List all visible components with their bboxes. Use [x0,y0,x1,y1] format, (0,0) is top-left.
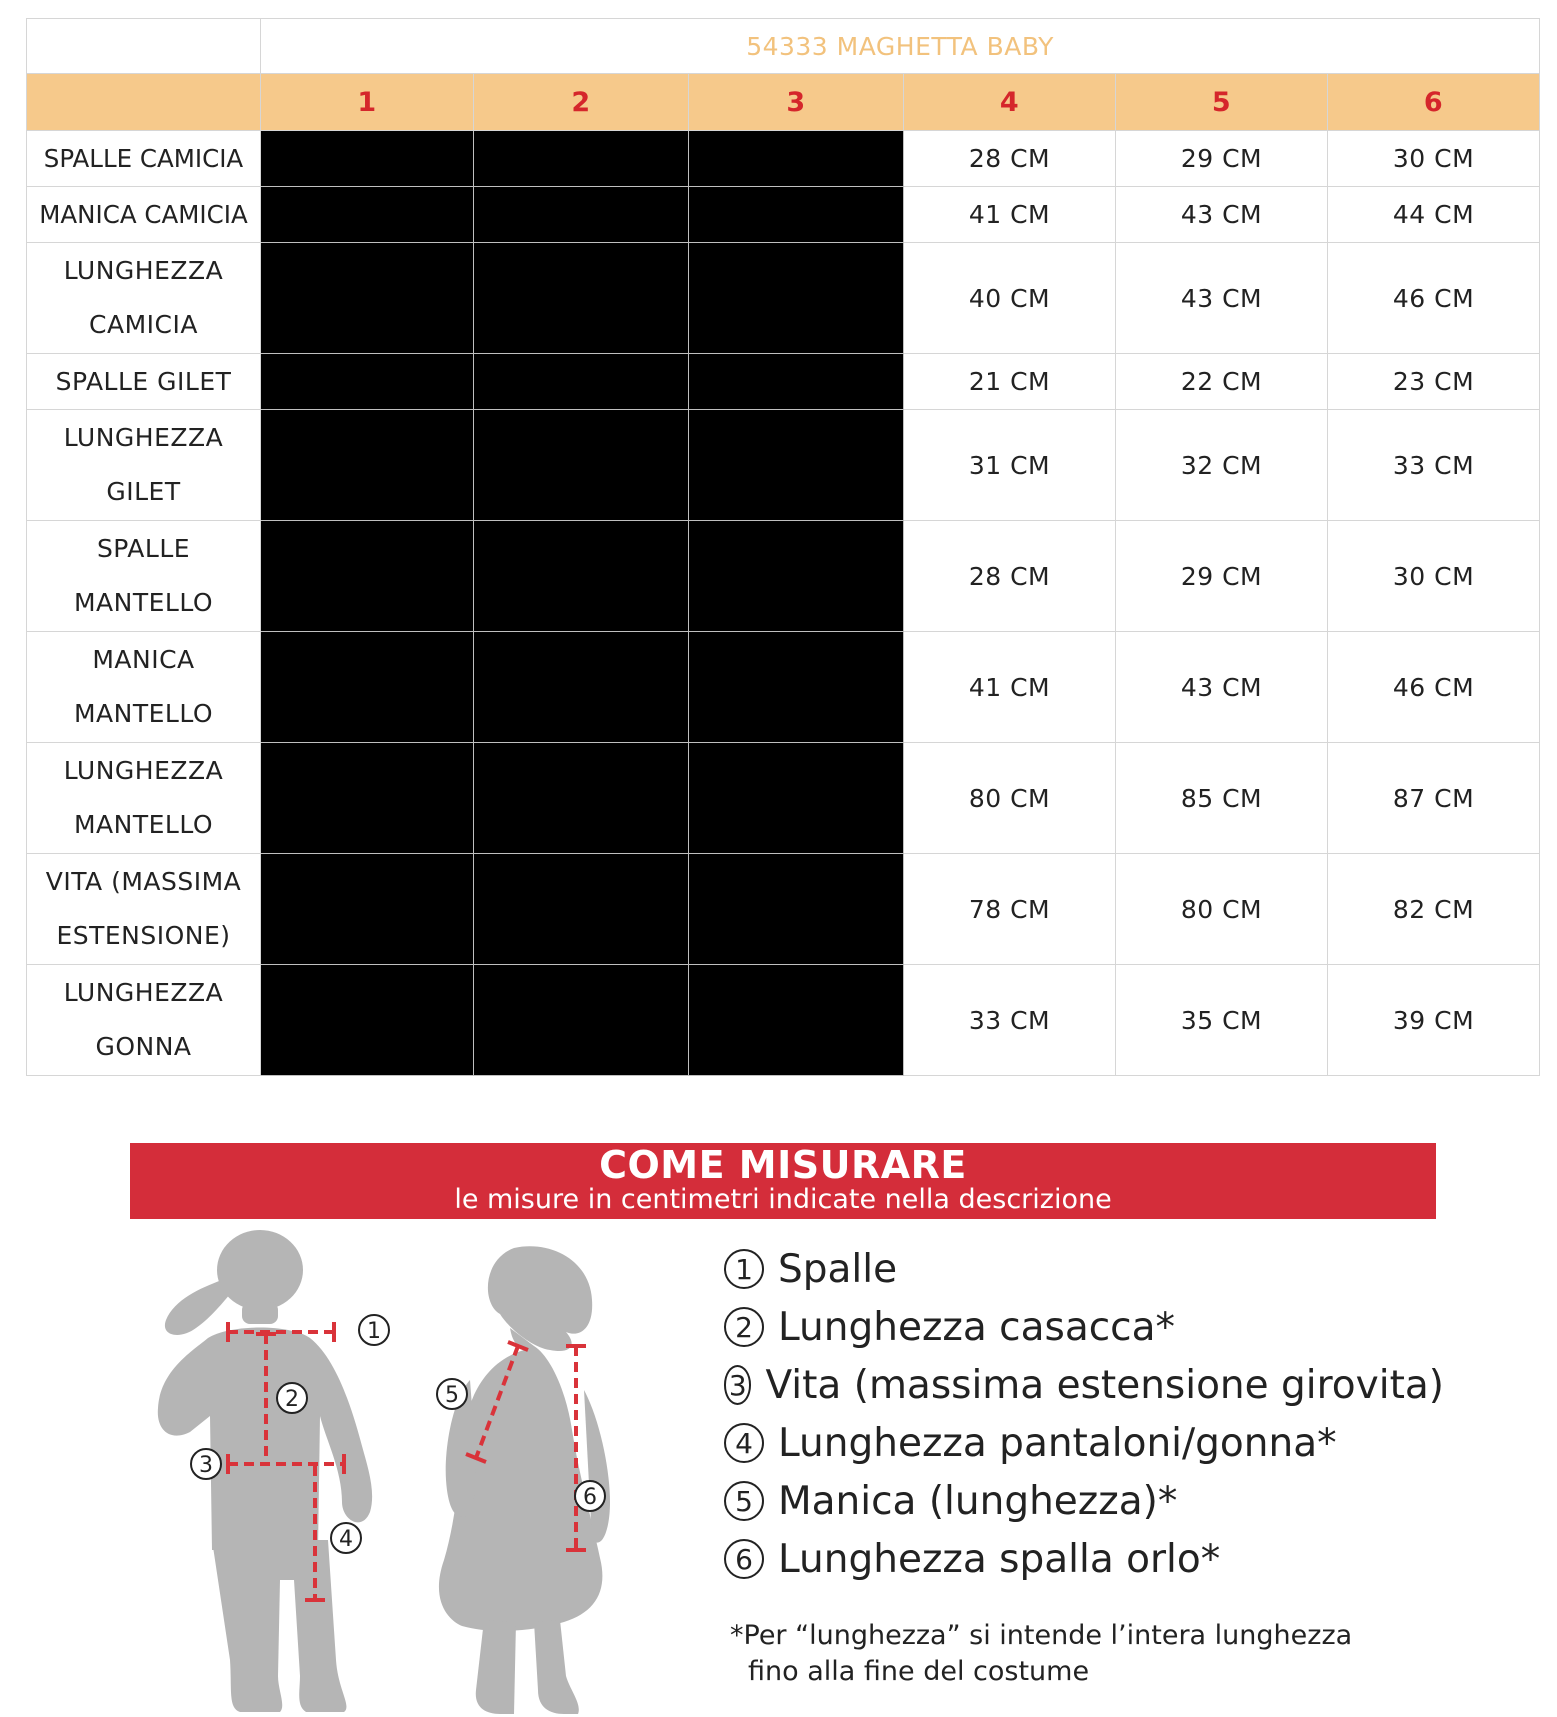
marker-label: 6 [583,1485,597,1510]
unavailable-size-cell [689,354,904,410]
unavailable-size-cell [474,187,689,243]
legend-text: Lunghezza spalla orlo* [778,1536,1221,1582]
measure-value: 43 CM [1116,632,1328,743]
measure-banner [130,1143,1436,1219]
legend-text: Lunghezza casacca* [778,1304,1176,1350]
unavailable-size-cell [689,743,904,854]
unavailable-size-cell [261,243,474,354]
unavailable-size-cell [689,854,904,965]
boy-figure [158,1230,372,1712]
row-label [27,243,261,354]
legend-number: 6 [724,1539,764,1579]
marker-1-icon [359,1315,389,1345]
table-row [27,743,1540,854]
row-label [27,854,261,965]
table-row [27,410,1540,521]
row-label-line: MANTELLO [73,588,214,617]
row-label-line: LUNGHEZZA [63,423,224,452]
table-row [27,965,1540,1076]
size-table [26,18,1540,1076]
measure-legend [724,1240,1444,1588]
marker-6-icon [575,1481,605,1511]
marker-5-icon [437,1379,467,1409]
girl-figure [439,1246,610,1714]
legend-text: Spalle [778,1246,898,1292]
size-header-cell: 2 [474,74,689,131]
measure-value: 46 CM [1328,243,1540,354]
unavailable-size-cell [474,521,689,632]
size-header-cell: 6 [1328,74,1540,131]
legend-text: Manica (lunghezza)* [778,1478,1178,1524]
measure-value: 28 CM [904,521,1116,632]
unavailable-size-cell [474,743,689,854]
measure-value: 41 CM [904,187,1116,243]
marker-2-icon [277,1383,307,1413]
size-header-cell: 4 [904,74,1116,131]
table-row [27,854,1540,965]
measure-value: 43 CM [1116,187,1328,243]
row-label-line: VITA (MASSIMA [45,867,242,896]
measure-value: 44 CM [1328,187,1540,243]
legend-item [724,1240,1444,1298]
table-title: 54333 MAGHETTA BABY [261,19,1540,74]
unavailable-size-cell [689,632,904,743]
legend-number: 3 [724,1365,751,1405]
measure-value: 35 CM [1116,965,1328,1076]
measure-value: 28 CM [904,131,1116,187]
measure-value: 31 CM [904,410,1116,521]
legend-number: 4 [724,1423,764,1463]
row-label [27,410,261,521]
footnote-line-2: fino alla fine del costume [748,1656,1090,1687]
row-label [27,743,261,854]
legend-item [724,1530,1444,1588]
child-silhouettes [130,1220,690,1717]
measure-subtitle: le misure in centimetri indicate nella descrizione [454,1184,1112,1215]
measure-value: 29 CM [1116,131,1328,187]
row-label-line: MANICA CAMICIA [39,199,248,229]
measure-value: 41 CM [904,632,1116,743]
unavailable-size-cell [689,410,904,521]
legend-number: 5 [724,1481,764,1521]
measure-value: 30 CM [1328,521,1540,632]
row-label-line: SPALLE [96,534,191,563]
measure-value: 43 CM [1116,243,1328,354]
unavailable-size-cell [261,965,474,1076]
row-label-line: GILET [106,477,181,506]
table-row [27,354,1540,410]
row-label [27,131,261,187]
marker-3-icon [191,1449,221,1479]
measure-value: 30 CM [1328,131,1540,187]
size-header-cell: 1 [261,74,474,131]
table-row [27,521,1540,632]
table-row [27,187,1540,243]
marker-4-icon [331,1523,361,1553]
unavailable-size-cell [261,854,474,965]
legend-item [724,1472,1444,1530]
measure-value: 80 CM [904,743,1116,854]
measure-value: 22 CM [1116,354,1328,410]
measure-title: COME MISURARE [599,1143,967,1187]
row-label-line: LUNGHEZZA [63,256,224,285]
unavailable-size-cell [689,521,904,632]
table-row [27,243,1540,354]
table-row [27,131,1540,187]
row-label [27,965,261,1076]
legend-number: 1 [724,1249,764,1289]
size-header-cell: 5 [1116,74,1328,131]
unavailable-size-cell [261,187,474,243]
measure-figures [130,1220,690,1717]
legend-item [724,1414,1444,1472]
row-label-line: MANTELLO [73,699,214,728]
size-header-cell: 3 [689,74,904,131]
unavailable-size-cell [474,965,689,1076]
legend-text: Lunghezza pantaloni/gonna* [778,1420,1337,1466]
unavailable-size-cell [474,410,689,521]
row-label-line: GONNA [95,1032,192,1061]
measure-value: 40 CM [904,243,1116,354]
unavailable-size-cell [689,131,904,187]
row-label-line: MANICA [92,645,195,674]
marker-label: 2 [285,1387,299,1412]
legend-item [724,1356,1444,1414]
unavailable-size-cell [474,131,689,187]
unavailable-size-cell [261,521,474,632]
row-label-line: SPALLE CAMICIA [43,143,244,173]
unavailable-size-cell [261,632,474,743]
measure-value: 82 CM [1328,854,1540,965]
measure-value: 46 CM [1328,632,1540,743]
marker-label: 5 [445,1383,459,1408]
legend-number: 2 [724,1307,764,1347]
measure-value: 33 CM [1328,410,1540,521]
length-footnote [730,1618,1450,1690]
measure-value: 29 CM [1116,521,1328,632]
row-label [27,187,261,243]
measure-value: 33 CM [904,965,1116,1076]
measure-value: 39 CM [1328,965,1540,1076]
unavailable-size-cell [261,354,474,410]
unavailable-size-cell [474,854,689,965]
measure-value: 32 CM [1116,410,1328,521]
corner-cell [27,19,261,74]
unavailable-size-cell [474,354,689,410]
size-header-row [27,74,1540,131]
row-label-line: LUNGHEZZA [63,756,224,785]
measure-value: 21 CM [904,354,1116,410]
footnote-line-1: *Per “lunghezza” si intende l’intera lunghezza [730,1620,1353,1651]
legend-text: Vita (massima estensione girovita) [765,1362,1444,1408]
marker-label: 3 [199,1453,213,1478]
unavailable-size-cell [261,410,474,521]
measure-value: 78 CM [904,854,1116,965]
legend-item [724,1298,1444,1356]
row-label-line: LUNGHEZZA [63,978,224,1007]
measure-value: 85 CM [1116,743,1328,854]
row-label [27,354,261,410]
unavailable-size-cell [261,131,474,187]
unavailable-size-cell [689,965,904,1076]
row-label [27,521,261,632]
row-label-line: MANTELLO [73,810,214,839]
unavailable-size-cell [474,243,689,354]
measure-value: 87 CM [1328,743,1540,854]
row-label-line: SPALLE GILET [55,366,232,396]
marker-label: 4 [339,1527,353,1552]
row-label-line: CAMICIA [89,310,198,339]
unavailable-size-cell [261,743,474,854]
size-header-corner [27,74,261,131]
table-title-row [27,19,1540,74]
measure-value: 23 CM [1328,354,1540,410]
unavailable-size-cell [689,187,904,243]
measure-value: 80 CM [1116,854,1328,965]
unavailable-size-cell [474,632,689,743]
unavailable-size-cell [689,243,904,354]
row-label-line: ESTENSIONE) [56,921,231,950]
row-label [27,632,261,743]
marker-label: 1 [367,1319,381,1344]
table-row [27,632,1540,743]
